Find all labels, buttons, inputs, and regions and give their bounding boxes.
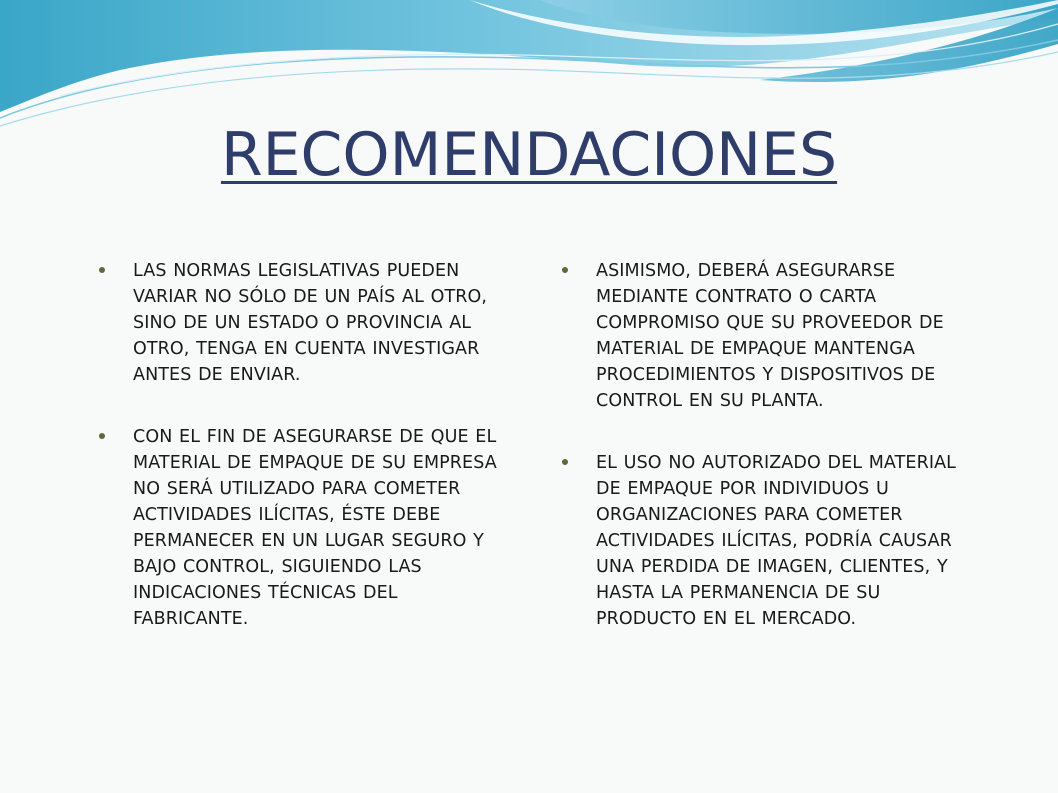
bullet-item xyxy=(561,450,961,632)
bullet-dot-icon xyxy=(562,459,568,465)
bullet-text: CON EL FIN DE ASEGURARSE DE QUE EL MATERIAL DE EMPAQUE DE SU EMPRESA NO SERÁ UTILIZADO PARA COMETER ACTIVIDADES ILÍCITAS, ÉSTE DEBE PERMANECER EN UN LUGAR SEGURO Y BAJO CONTROL, SIGUIENDO LAS INDICACIONES TÉCNICAS DEL FABRICANTE. xyxy=(133,427,497,629)
bullet-item xyxy=(98,424,498,632)
slide-title: RECOMENDACIONES xyxy=(220,120,838,190)
bullet-dot-icon xyxy=(99,267,105,273)
bullet-item xyxy=(561,258,961,414)
bullet-item xyxy=(98,258,498,388)
left-column xyxy=(98,258,498,668)
bullet-text: EL USO NO AUTORIZADO DEL MATERIAL DE EMPAQUE POR INDIVIDUOS U ORGANIZACIONES PARA COMETER ACTIVIDADES ILÍCITAS, PODRÍA CAUSAR UNA PERDIDA DE IMAGEN, CLIENTES, Y HASTA LA PERMANENCIA DE SU PRODUCTO EN EL MERCADO. xyxy=(596,453,957,629)
bullet-dot-icon xyxy=(99,433,105,439)
bullet-text: LAS NORMAS LEGISLATIVAS PUEDEN VARIAR NO SÓLO DE UN PAÍS AL OTRO, SINO DE UN ESTADO O PROVINCIA AL OTRO, TENGA EN CUENTA INVESTIGAR ANTES DE ENVIAR. xyxy=(133,261,488,385)
right-column xyxy=(561,258,961,668)
bullet-text: ASIMISMO, DEBERÁ ASEGURARSE MEDIANTE CONTRATO O CARTA COMPROMISO QUE SU PROVEEDOR DE MATERIAL DE EMPAQUE MANTENGA PROCEDIMIENTOS Y DISPOSITIVOS DE CONTROL EN SU PLANTA. xyxy=(596,261,944,411)
bullet-dot-icon xyxy=(562,267,568,273)
